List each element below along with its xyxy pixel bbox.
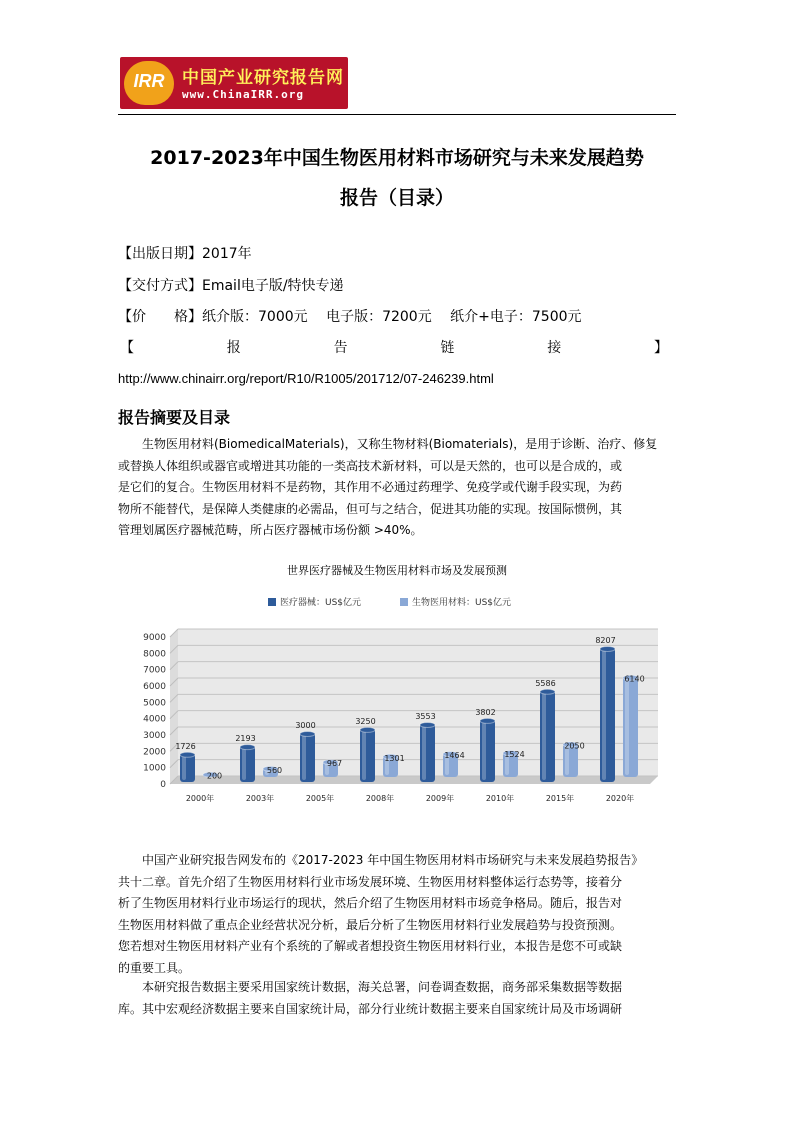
bar-highlight xyxy=(602,650,606,780)
x-tick-label: 2005年 xyxy=(305,794,335,803)
bar-highlight xyxy=(182,756,186,780)
bar-top xyxy=(240,745,255,750)
body-line: 生物医用材料做了重点企业经营状况分析，最后分析了生物医用材料行业发展趋势与投资预测。 xyxy=(118,917,623,932)
y-tick-label: 3000 xyxy=(143,731,166,741)
x-tick-label: 2000年 xyxy=(185,794,215,803)
bar-highlight xyxy=(482,722,486,780)
data-label: 2050 xyxy=(564,741,585,751)
bar-highlight xyxy=(362,731,366,780)
data-label: 1464 xyxy=(444,751,465,761)
section-title: 报告摘要及目录 xyxy=(118,408,231,427)
bar-top xyxy=(420,722,435,727)
report-url-link[interactable]: http://www.chinairr.org/report/R10/R1005/201712/07-246239.html xyxy=(118,371,494,386)
body-line: 您若想对生物医用材料产业有个系统的了解或者想投资生物医用材料行业，本报告是您不可或缺 xyxy=(118,939,623,953)
logo-title: 中国产业研究报告网 xyxy=(182,68,344,88)
bar-highlight xyxy=(625,679,629,775)
y-tick-label: 8000 xyxy=(143,649,166,660)
data-label: 200 xyxy=(206,771,223,781)
data-label: 6140 xyxy=(624,674,645,684)
bar-highlight xyxy=(542,693,546,780)
y-tick-label: 0 xyxy=(160,780,166,790)
data-label: 560 xyxy=(266,765,283,775)
bar-highlight xyxy=(242,748,246,780)
data-label: 967 xyxy=(326,759,343,769)
report-title-line1: 2017-2023年中国生物医用材料市场研究与未来发展趋势 xyxy=(150,147,644,169)
y-tick-label: 5000 xyxy=(143,698,166,709)
intro-line: 生物医用材料(BiomedicalMaterials)，又称生物材料(Biomaterials)，是用于诊断、治疗、修复 xyxy=(142,437,658,451)
bar-top xyxy=(480,718,495,723)
report-title-line2: 报告（目录） xyxy=(339,187,454,209)
intro-line: 物所不能替代，是保障人类健康的必需品，但可与之结合，促进其功能的实现。按国际惯例，其 xyxy=(118,501,623,516)
y-tick-label: 7000 xyxy=(143,665,166,676)
link-label-char: 链 xyxy=(440,340,455,356)
price-info: 【价 格】纸介版：7000元 电子版：7200元 纸介+电子：7500元 xyxy=(118,309,582,325)
data-label: 1301 xyxy=(384,753,405,763)
intro-line: 或替换人体组织或器官或增进其功能的一类高技术新材料，可以是天然的，也可以是合成的，或 xyxy=(118,458,623,473)
publish-date: 【出版日期】2017年 xyxy=(118,246,252,262)
data-label: 2193 xyxy=(235,734,256,744)
data-label: 3553 xyxy=(415,711,436,721)
body-paragraph xyxy=(118,850,676,979)
delivery-method: 【交付方式】Email电子版/特快专递 xyxy=(118,278,344,294)
link-label-char: 】 xyxy=(653,340,668,356)
data-label: 3250 xyxy=(355,716,376,726)
data-label: 3802 xyxy=(475,707,496,717)
intro-line: 是它们的复合。生物医用材料不是药物，其作用不必通过药理学、免疫学或代谢手段实现，为药 xyxy=(118,480,623,494)
logo-badge xyxy=(124,61,174,105)
chart-svg xyxy=(118,550,676,822)
x-tick-label: 2015年 xyxy=(545,794,575,803)
bar-top xyxy=(360,727,375,732)
data-label: 3000 xyxy=(295,721,316,730)
x-tick-label: 2003年 xyxy=(245,794,275,803)
body-line: 中国产业研究报告网发布的《2017-2023 年中国生物医用材料市场研究与未来发展趋势报告》 xyxy=(142,853,644,867)
market-chart xyxy=(118,550,676,822)
x-tick-label: 2008年 xyxy=(365,794,395,803)
bar-highlight xyxy=(302,735,306,780)
bar-top xyxy=(300,732,315,737)
bar-top xyxy=(600,646,615,651)
x-tick-label: 2010年 xyxy=(485,794,515,803)
y-tick-label: 2000 xyxy=(143,747,166,758)
bar-top xyxy=(180,752,195,757)
link-label-char: 报 xyxy=(226,340,241,356)
chart-title: 世界医疗器械及生物医用材料市场及发展预测 xyxy=(287,564,507,577)
bar-highlight xyxy=(422,726,426,780)
legend-label: 生物医用材料：US$亿元 xyxy=(412,598,512,608)
legend-swatch xyxy=(268,598,276,606)
link-label-char: 接 xyxy=(547,340,562,356)
legend-label: 医疗器械：US$亿元 xyxy=(280,598,362,608)
source-line: 本研究报告数据主要采用国家统计数据，海关总署，问卷调查数据，商务部采集数据等数据 xyxy=(142,980,623,994)
x-tick-label: 2009年 xyxy=(425,794,455,803)
y-tick-label: 4000 xyxy=(143,714,166,725)
link-label-char: 告 xyxy=(333,340,348,356)
body-line: 共十二章。首先介绍了生物医用材料行业市场发展环境、生物医用材料整体运行态势等，接着分 xyxy=(118,874,623,889)
source-paragraph xyxy=(118,977,676,1020)
legend-swatch xyxy=(400,598,408,606)
y-tick-label: 1000 xyxy=(143,763,166,774)
site-logo[interactable] xyxy=(120,57,348,109)
source-line: 库。其中宏观经济数据主要来自国家统计局，部分行业统计数据主要来自国家统计局及市场调研 xyxy=(118,1001,623,1016)
link-label-char: 【 xyxy=(120,340,134,356)
data-label: 5586 xyxy=(535,678,556,688)
logo-url: www.ChinaIRR.org xyxy=(182,88,304,101)
data-label: 8207 xyxy=(595,635,616,645)
y-tick-label: 9000 xyxy=(143,633,166,643)
data-label: 1726 xyxy=(175,741,196,751)
report-link-label xyxy=(120,337,668,357)
intro-paragraph xyxy=(118,434,676,542)
y-tick-label: 6000 xyxy=(143,682,166,692)
logo-badge-text: IRR xyxy=(133,71,165,91)
intro-line: 管理划属医疗器械范畴，所占医疗器械市场份额 >40%。 xyxy=(118,523,423,537)
x-tick-label: 2020年 xyxy=(605,794,635,803)
bar-top xyxy=(540,689,555,694)
body-line: 的重要工具。 xyxy=(118,960,191,975)
body-line: 析了生物医用材料行业市场运行的现状，然后介绍了生物医用材料市场竞争格局。随后，报告对 xyxy=(118,896,623,910)
data-label: 1524 xyxy=(504,750,525,760)
